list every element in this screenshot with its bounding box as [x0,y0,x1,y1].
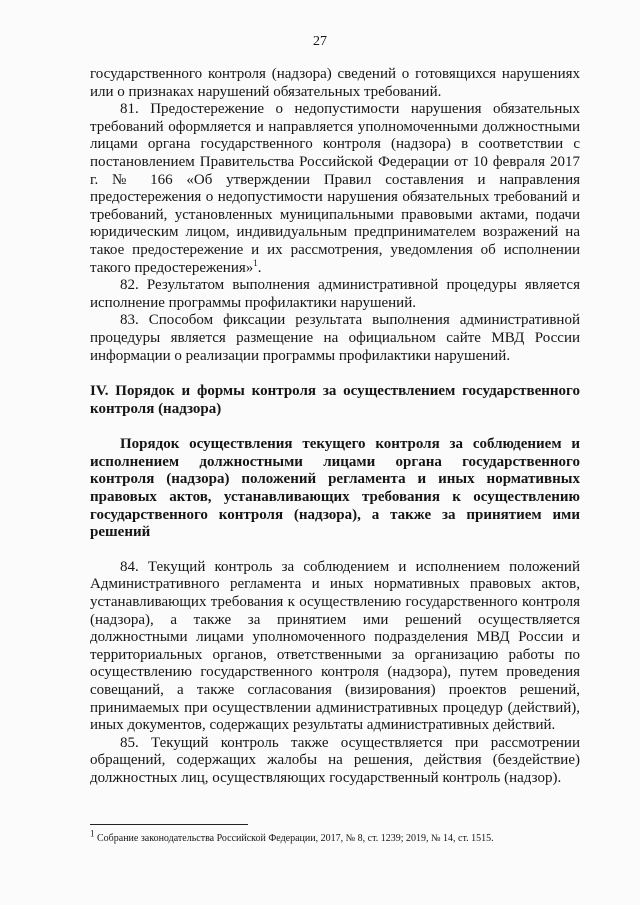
paragraph-81 [90,101,580,277]
paragraph-84: 84. Текущий контроль за соблюдением и исполнением положений Административного регламента и иных нормативных правовых актов, устанавливающих требования к осуществлению государственного контроля (надзора), а также за принятием ими решений осуществляется должностными лицами уполномоченного подразделения МВД России и территориальных органов, ответственными за организацию работы по осуществлению государственного контроля (надзора), путем проведения совещаний, а также согласования (визирования) проектов решений, принимаемых при осуществлении административных процедур (действий), иных документов, содержащих результаты административных действий. [90,558,580,734]
paragraph-continuation: государственного контроля (надзора) сведений о готовящихся нарушениях или о признаках нарушений обязательных требований. [90,66,580,100]
footnote [90,828,580,845]
footnote-reference[interactable]: 1 [253,257,258,268]
page-body [90,66,580,788]
paragraph-85: 85. Текущий контроль также осуществляется при рассмотрении обращений, содержащих жалобы на решения, действия (бездействие) должностных лиц, осуществляющих государственный контроль (надзор). [90,734,580,786]
paragraph-81-end: . [257,259,262,276]
paragraph-81-text: 81. Предостережение о недопустимости нарушения обязательных требований оформляется и направляется уполномоченными должностными лицами органа государственного контроля (надзора) в соответствии с постановлением Правительства Российской Федерации от 10 февраля 2017 г. № 166 «Об утверждении Правил составления и направления предостережения о недопустимости нарушения обязательных требований и требований, установленных муниципальными правовыми актами, подачи юридическим лицом, индивидуальным предпринимателем возражений на такое предостережение и их рассмотрения, уведомления об исполнении такого предостережения» [90,101,580,276]
paragraph-83: 83. Способом фиксации результата выполнения административной процедуры является размещение на официальном сайте МВД России информации о реализации программы профилактики нарушений. [90,312,580,364]
footnote-divider [90,824,248,825]
footnote-text: Собрание законодательства Российской Федерации, 2017, № 8, ст. 1239; 2019, № 14, ст. 1515. [94,833,494,844]
subsection-heading: Порядок осуществления текущего контроля за соблюдением и исполнением должностными лицами органа государственного контроля (надзора) положений регламента и иных нормативных правовых актов, устанавливающих требования к осуществлению государственного контроля (надзора), а также за принятием ими решений [90,436,580,541]
footnote-mark: 1 [90,828,95,839]
section-heading: IV. Порядок и формы контроля за осуществлением государственного контроля (надзора) [90,383,580,417]
paragraph-82: 82. Результатом выполнения административной процедуры является исполнение программы профилактики нарушений. [90,277,580,311]
page-number: 27 [313,34,327,49]
